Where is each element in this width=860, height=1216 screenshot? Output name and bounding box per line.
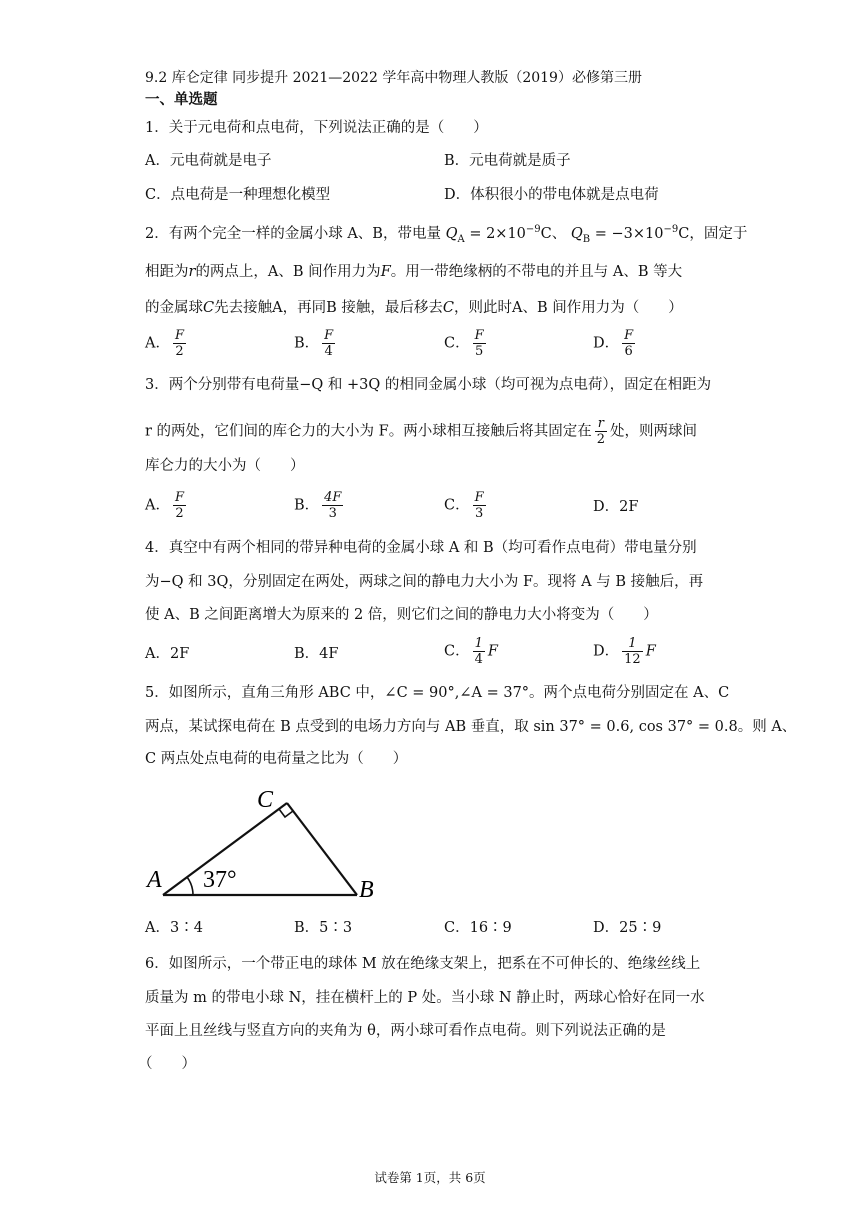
q2-text: 2．有两个完全一样的金属小球 A、B，带电量: [145, 226, 441, 242]
q3-option-a: A． $\frac{F}{2}$: [145, 490, 185, 521]
q4-line2: 为−Q 和 3Q，分别固定在两处，两球之间的静电力大小为 F。现将 A 与 B 接触后，再: [145, 574, 704, 590]
q2-option-a: A． $\frac{F}{2}$: [145, 328, 185, 359]
q5-option-d: D．25∶9: [593, 920, 662, 936]
right-angle-mark: [279, 809, 293, 817]
q2-unit2: C，固定于: [678, 226, 748, 242]
q2-qa: = 2×10: [469, 226, 526, 242]
q4-line1: 4．真空中有两个相同的带异种电荷的金属小球 A 和 B（均可看作点电荷）带电量分别: [145, 540, 697, 556]
q2-qb-exp: −9: [663, 224, 679, 236]
q4-line3: 使 A、B 之间距离增大为原来的 2 倍，则它们之间的静电力大小将变为（ ）: [145, 607, 658, 623]
page-footer: 试卷第 1页，共 6页: [374, 1170, 486, 1185]
q2-option-b: B． $\frac{F}{4}$: [294, 328, 334, 359]
vertex-c-label: C: [257, 787, 274, 813]
q4-option-a: A．2F: [145, 646, 190, 662]
q1-option-c: C．点电荷是一种理想化模型: [145, 187, 331, 203]
q2-line3: 的金属球C先去接触A，再同B 接触，最后移去C，则此时A、B 间作用力为（ ）: [145, 300, 683, 316]
q3-option-d: D．2F: [593, 499, 639, 515]
angle-arc: [187, 877, 193, 895]
q2-text: ，则此时A、B 间作用力为（ ）: [453, 300, 683, 316]
q5-option-b: B．5∶3: [294, 920, 353, 936]
q2-text: 。用一带绝缘柄的不带电的并且与 A、B 等大: [390, 264, 683, 280]
q5-option-c: C．16∶9: [444, 920, 512, 936]
q2-qa-exp: −9: [525, 224, 541, 236]
q5-line2: 两点，某试探电荷在 B 点受到的电场力方向与 AB 垂直，取 sin 37° = 0.6, cos 37° = 0.8。则 A、: [145, 719, 797, 735]
vertex-a-label: A: [147, 867, 162, 893]
q2-text: 的两点上，A、B 间作用力为: [195, 264, 381, 280]
q1-option-b: B．元电荷就是质子: [444, 153, 571, 169]
q4-option-c: C． $\frac{1}{4}$ F: [444, 636, 498, 667]
q1-stem: 1．关于元电荷和点电荷，下列说法正确的是（ ）: [145, 120, 488, 136]
q3-option-c: C． $\frac{F}{3}$: [444, 490, 484, 521]
q3-option-b: B． $\frac{4F}{3}$: [294, 490, 342, 521]
q3-line3: 库仑力的大小为（ ）: [145, 458, 305, 474]
q2-text: 的金属球: [145, 300, 203, 316]
q1-option-a: A．元电荷就是电子: [145, 153, 272, 169]
q2-unit1: C、: [540, 226, 567, 242]
angle-label: 37°: [203, 867, 237, 893]
q3-text: r 的两处，它们间的库仑力的大小为 F。两小球相互接触后将其固定在: [145, 423, 592, 440]
q6-line3: 平面上且丝线与竖直方向的夹角为 θ，两小球可看作点电荷。则下列说法正确的是: [145, 1023, 666, 1039]
q4-option-d: D． $\frac{1}{12}$ F: [593, 636, 656, 667]
q5-line3: C 两点处点电荷的电荷量之比为（ ）: [145, 751, 408, 767]
q2-option-c: C． $\frac{F}{5}$: [444, 328, 484, 359]
q6-line1: 6．如图所示，一个带正电的球体 M 放在绝缘支架上，把系在不可伸长的、绝缘丝线上: [145, 956, 701, 972]
page-title: 9.2 库仑定律 同步提升 2021—2022 学年高中物理人教版（2019）必修第三册: [145, 70, 642, 86]
q5-option-a: A．3∶4: [145, 920, 203, 936]
q2-line1: 2．有两个完全一样的金属小球 A、B，带电量 $Q_A = 2\times 10^{-9}C$、 $Q_B = -3\times 10^{-9}C$，固定于: [145, 224, 748, 245]
q2-option-d: D． $\frac{F}{6}$: [593, 328, 634, 359]
q2-text: 相距为: [145, 264, 189, 280]
q2-text: 先去接触A，再同B 接触，最后移去: [214, 300, 443, 316]
q3-line2: r 的两处，它们间的库仑力的大小为 F。两小球相互接触后将其固定在 $\frac{r}{2}$ 处，则两球间: [145, 416, 697, 447]
vertex-b-label: B: [359, 877, 374, 903]
q1-option-d: D．体积很小的带电体就是点电荷: [444, 187, 659, 203]
triangle-figure: [145, 783, 385, 903]
section-heading: 一、单选题: [145, 91, 218, 108]
side-cb: [287, 803, 357, 895]
q3-line1: 3．两个分别带有电荷量−Q 和 +3Q 的相同金属小球（均可视为点电荷），固定在相距为: [145, 377, 712, 393]
q6-line2: 质量为 m 的带电小球 N，挂在横杆上的 P 处。当小球 N 静止时，两球心恰好在同一水: [145, 990, 705, 1006]
q5-line1: 5．如图所示，直角三角形 ABC 中，∠C = 90°,∠A = 37°。两个点电荷分别固定在 A、C: [145, 685, 730, 701]
q3-text: 处，则两球间: [610, 423, 697, 440]
q4-option-b: B．4F: [294, 646, 339, 662]
q2-line2: 相距为r的两点上，A、B 间作用力为F。用一带绝缘柄的不带电的并且与 A、B 等大: [145, 264, 683, 280]
q6-line4: （ ）: [138, 1056, 196, 1072]
q2-qb: = −3×10: [594, 226, 664, 242]
